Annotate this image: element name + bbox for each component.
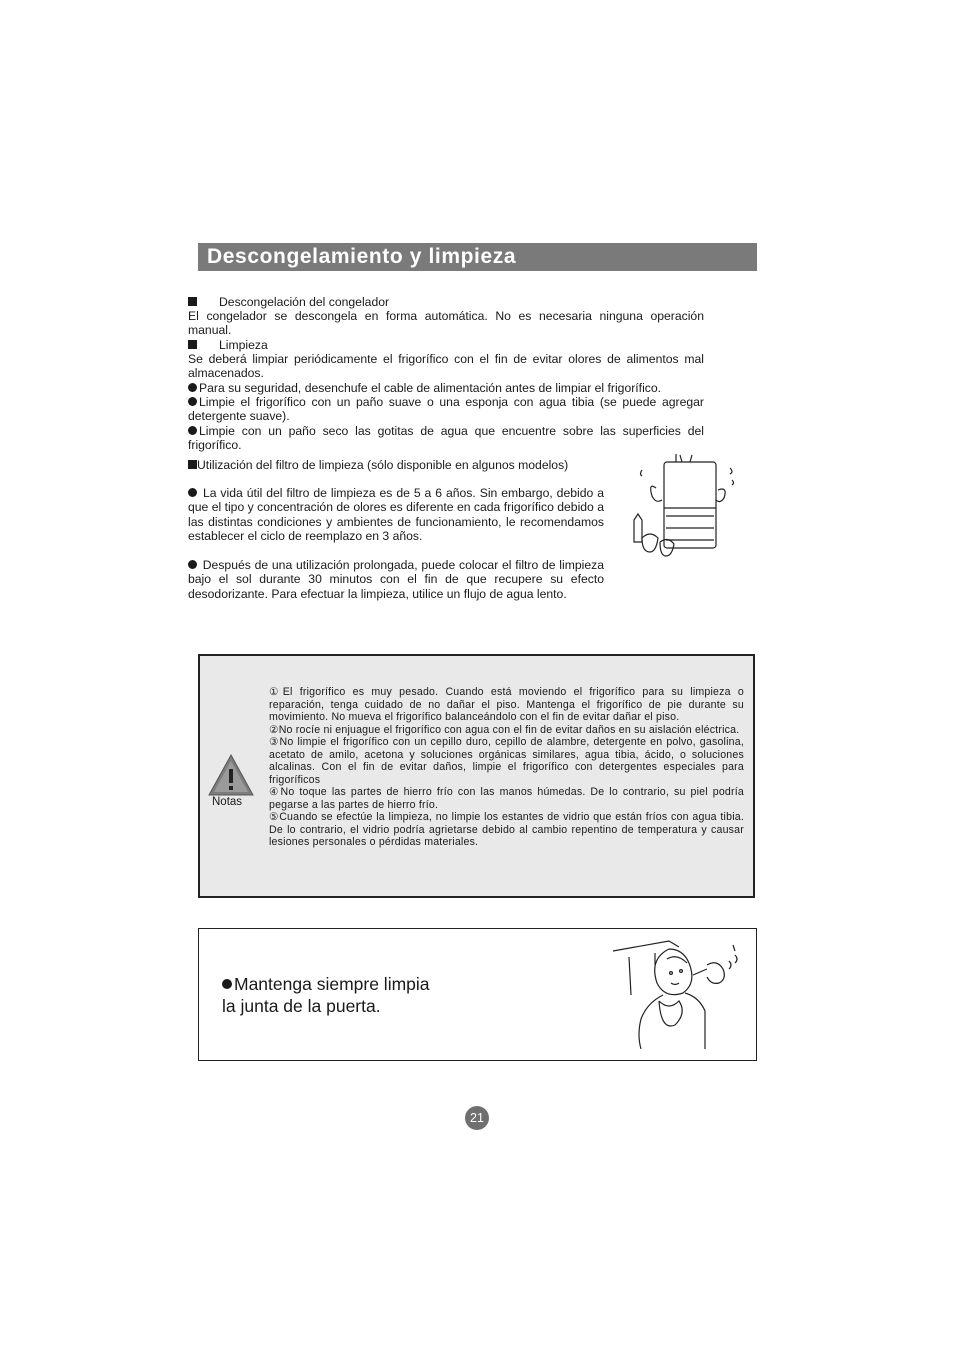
notes-label: Notas xyxy=(212,796,243,808)
round-bullet-icon xyxy=(222,979,232,989)
note-item-2: ②No rocíe ni enjuague el frigorífico con agua con el fin de evitar daños en su aislación eléctrica. xyxy=(269,723,740,736)
defrost-heading-line xyxy=(188,295,704,309)
square-bullet-icon xyxy=(188,297,197,306)
door-seal-line-1 xyxy=(222,973,430,995)
cleaning-woman-illustration xyxy=(609,935,749,1053)
page-number: 21 xyxy=(465,1106,489,1130)
bullet-1 xyxy=(188,381,704,395)
cleaning-text: Se deberá limpiar periódicamente el frigorífico con el fin de evitar olores de alimentos mal almacenados. xyxy=(188,352,704,381)
filter-bullet-2 xyxy=(188,558,604,601)
cleaning-heading-line xyxy=(188,338,704,352)
note-item-5: ⑤Cuando se efectúe la limpieza, no limpie los estantes de vidrio que están fríos con agua tibia. De lo contrario, el vidrio podría agrietarse debido al cambio repentino de temperatura y causar lesiones personales o pérdidas materiales. xyxy=(269,811,744,848)
bullet-2-text: Limpie el frigorífico con un paño suave o una esponja con agua tibia (se puede agregar detergente suave). xyxy=(188,395,704,424)
square-bullet-icon xyxy=(188,340,197,349)
door-seal-box xyxy=(198,928,757,1061)
defrost-heading: Descongelación del congelador xyxy=(219,295,390,309)
notes-box xyxy=(198,654,755,898)
round-bullet-icon xyxy=(188,560,197,569)
notes-list xyxy=(269,686,744,849)
warning-triangle-icon xyxy=(207,753,255,797)
door-seal-line-2: la junta de la puerta. xyxy=(222,996,381,1016)
round-bullet-icon xyxy=(188,488,197,497)
filter-heading: Utilización del filtro de limpieza (sólo disponible en algunos modelos) xyxy=(197,458,569,472)
filter-bullet-1 xyxy=(188,486,604,544)
cleaning-heading: Limpieza xyxy=(219,338,268,352)
defrost-text: El congelador se descongela en forma automática. No es necesaria ninguna operación manual. xyxy=(188,309,704,338)
note-item-4: ④No toque las partes de hierro frío con las manos húmedas. De lo contrario, su piel podría pegarse a las partes de hierro frío. xyxy=(269,786,744,811)
door-seal-line-1-text: Mantenga siempre limpia xyxy=(234,974,430,994)
bullet-3-text: Limpie con un paño seco las gotitas de agua que encuentre sobre las superficies del frigorífico. xyxy=(188,424,704,453)
door-seal-text xyxy=(222,973,430,1017)
page-title: Descongelamiento y limpieza xyxy=(207,245,517,268)
round-bullet-icon xyxy=(188,397,197,406)
cartoon-fridge-illustration xyxy=(620,450,740,570)
filter-heading-line xyxy=(188,458,618,472)
note-item-1: ①El frigorífico es muy pesado. Cuando está moviendo el frigorífico para su limpieza o reparación, tenga cuidado de no dañar el piso. Mantenga el frigorífico de pie durante su movimiento. No mueva el frigorífico balanceándolo con el fin de evitar dañar el piso. xyxy=(269,686,744,723)
round-bullet-icon xyxy=(188,426,197,435)
bullet-2 xyxy=(188,395,704,424)
square-bullet-icon xyxy=(188,460,197,469)
filter-bullet-2-text: Después de una utilización prolongada, puede colocar el filtro de limpieza bajo el sol durante 30 minutos con el fin de que recupere su efecto desodorizante. Para efectuar la limpieza, utilice un flujo de agua lento. xyxy=(188,558,604,601)
filter-bullet-1-text: La vida útil del filtro de limpieza es de 5 a 6 años. Sin embargo, debido a que el tipo y concentración de olores es diferente en cada frigorífico debido a las distintas condiciones y ambientes de funcionamiento, le recomendamos establecer el ciclo de reemplazo en 3 años. xyxy=(188,486,604,544)
bullet-3 xyxy=(188,424,704,453)
title-bar xyxy=(198,243,757,271)
note-item-3: ③No limpie el frigorífico con un cepillo duro, cepillo de alambre, detergente en polvo, gasolina, acetato de amilo, acetona y soluciones orgánicas similares, agua tibia, ácido, o soluciones alcalinas. Con el fin de evitar daños, limpie el frigorífico con detergentes especiales para frigoríficos xyxy=(269,736,744,786)
bullet-1-text: Para su seguridad, desenchufe el cable de alimentación antes de limpiar el frigorífico. xyxy=(199,381,662,395)
round-bullet-icon xyxy=(188,383,197,392)
